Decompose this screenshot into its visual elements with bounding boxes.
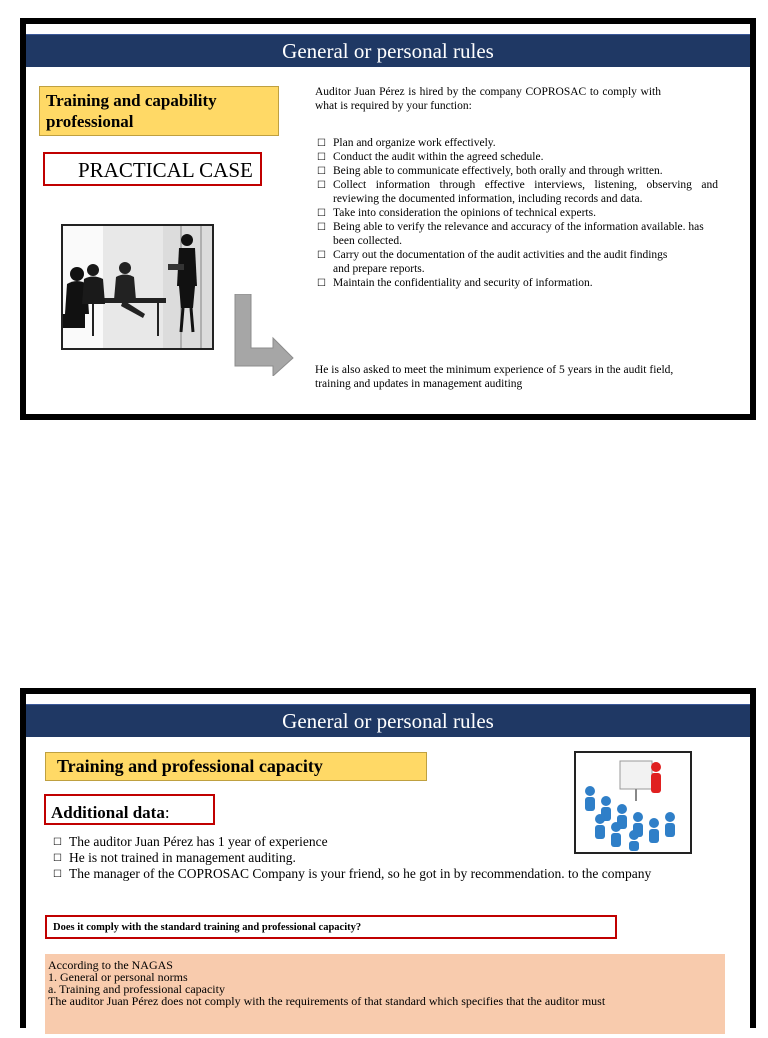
checkbox-icon: ☐ (317, 152, 326, 163)
checkbox-icon: ☐ (317, 250, 326, 261)
question-text: Does it comply with the standard training and professional capacity? (53, 922, 362, 933)
slide-1 (20, 18, 756, 420)
answer-box (45, 954, 725, 1034)
list-item: ☐ Conduct the audit within the agreed schedule. (317, 151, 544, 163)
slide-2-body (26, 694, 750, 1038)
list-item: ☐ The auditor Juan Pérez has 1 year of experience (53, 834, 328, 849)
question-box (45, 915, 617, 939)
training-capacity-label: Training and professional capacity (57, 756, 323, 776)
additional-data-list (51, 834, 671, 882)
answer-line: 1. General or personal norms (48, 970, 188, 984)
closing-text: He is also asked to meet the minimum experience of 5 years in the audit field, training and updates in management auditing (315, 364, 674, 390)
checkbox-icon: ☐ (317, 180, 326, 191)
requirements-list (315, 136, 718, 290)
training-capacity-box (45, 752, 427, 781)
list-item: ☐ Plan and organize work effectively. (317, 137, 496, 149)
checkbox-icon: ☐ (53, 837, 62, 848)
list-item: ☐ Being able to verify the relevance and accuracy of the information available. has been collected. (317, 221, 704, 247)
checkbox-icon: ☐ (53, 869, 62, 880)
checkbox-icon: ☐ (317, 278, 326, 289)
list-item: ☐ Collect information through effective interviews, listening, observing and reviewing the documented information, including records and data. (317, 179, 718, 205)
checkbox-icon: ☐ (317, 166, 326, 177)
list-item: ☐ The manager of the COPROSAC Company is your friend, so he got in by recommendation. to the company (53, 866, 652, 881)
checkbox-icon: ☐ (317, 138, 326, 149)
meeting-photo (61, 224, 214, 350)
slide-2 (20, 688, 756, 1028)
slide-2-title: General or personal rules (26, 704, 750, 737)
list-item: ☐ Carry out the documentation of the audit activities and the audit findings and prepare reports. (317, 249, 668, 275)
slide-1-title: General or personal rules (26, 34, 750, 67)
list-item: ☐ He is not trained in management auditing. (53, 850, 296, 865)
arrow-icon (233, 294, 295, 376)
checkbox-icon: ☐ (317, 208, 326, 219)
training-label-box (39, 86, 279, 136)
list-item: ☐ Take into consideration the opinions of technical experts. (317, 207, 596, 219)
additional-data-heading: Additional data: (51, 803, 170, 822)
training-label: Training and capability professional (46, 91, 217, 131)
checkbox-icon: ☐ (317, 222, 326, 233)
list-item: ☐ Being able to communicate effectively, both orally and through written. (317, 165, 663, 177)
answer-line: According to the NAGAS (48, 958, 173, 972)
slide-1-body (26, 24, 750, 414)
list-item: ☐ Maintain the confidentiality and security of information. (317, 277, 593, 289)
intro-text: Auditor Juan Pérez is hired by the company COPROSAC to comply with what is required by your function: (315, 86, 661, 112)
practical-case-label: PRACTICAL CASE (78, 158, 253, 182)
answer-line: The auditor Juan Pérez does not comply with the requirements of that standard which specifies that the auditor must (48, 994, 606, 1008)
checkbox-icon: ☐ (53, 853, 62, 864)
answer-line: a. Training and professional capacity (48, 982, 225, 996)
